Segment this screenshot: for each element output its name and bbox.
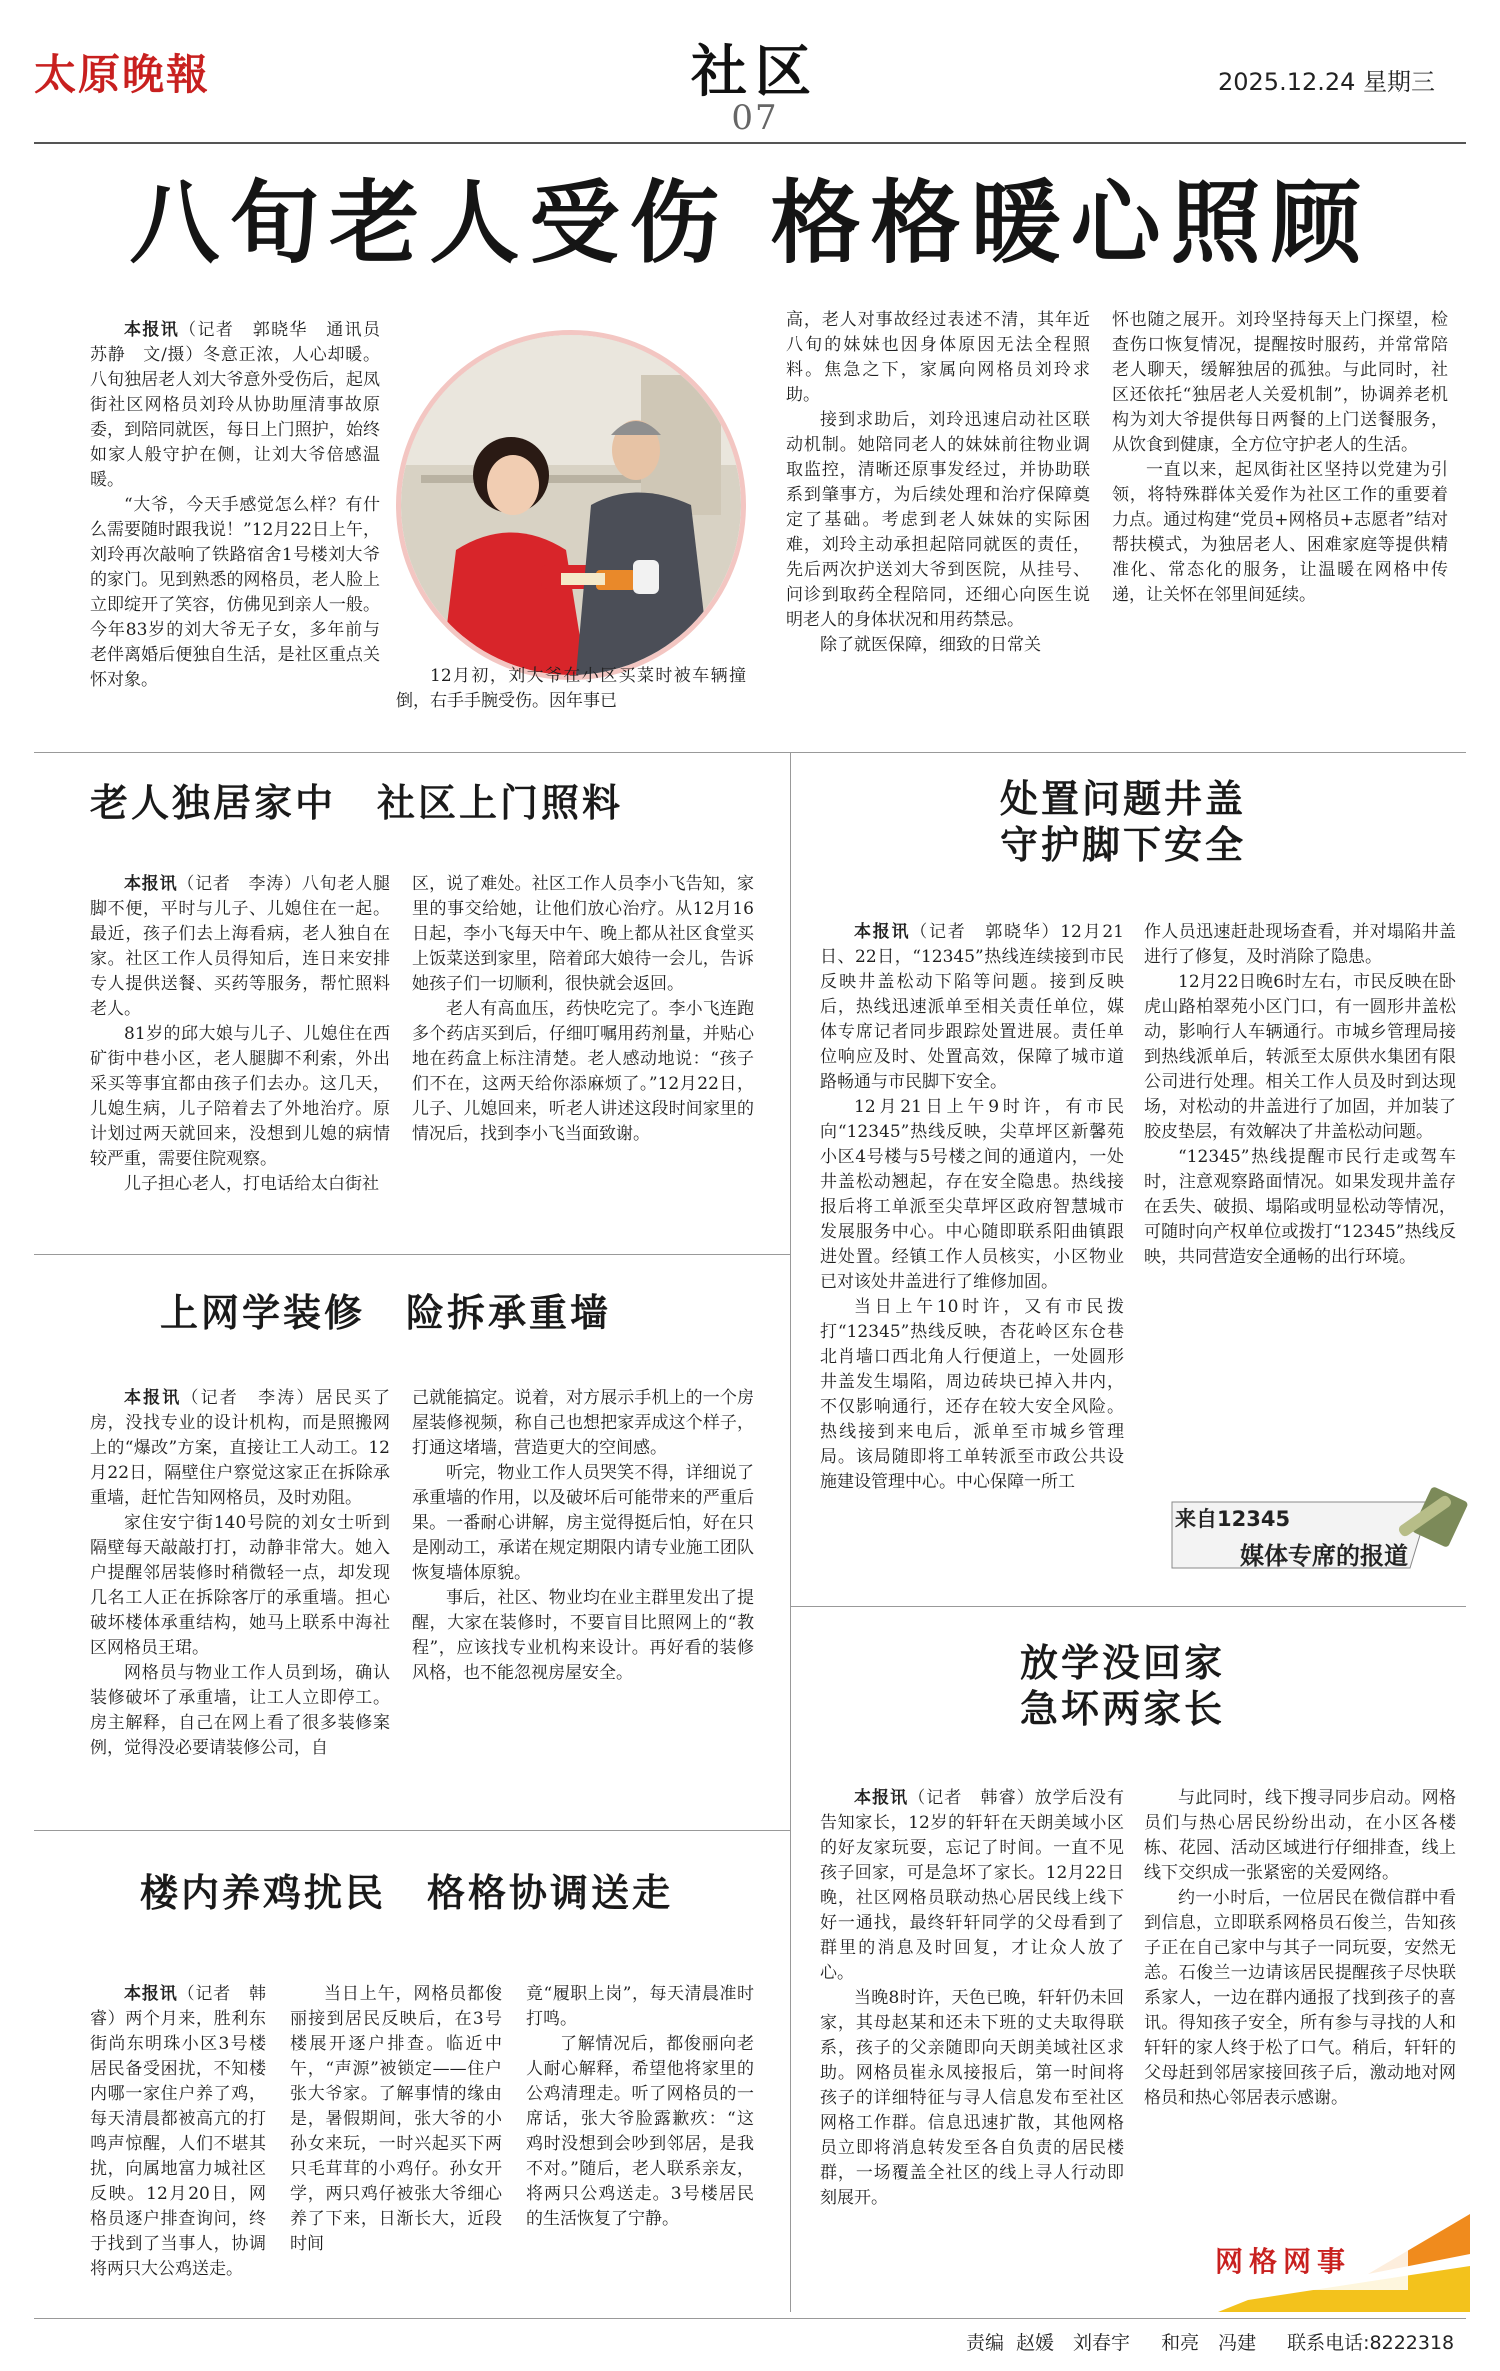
paragraph [90,493,380,693]
paragraph [1144,1786,1456,1886]
paragraph [412,1586,754,1686]
paragraph-text: 与此同时，线下搜寻同步启动。网格员们与热心居民纷纷出动，在小区各楼栋、花园、活动区域进行仔细排查，线上线下交织成一张紧密的关爱网络。 [1144,1788,1456,1883]
main-col-1 [90,318,398,693]
paragraph [1144,920,1456,970]
paragraph-text: 网格员与物业工作人员到场，确认装修破坏了承重墙，让工人立即停工。房主解释，自己在网上看了很多装修案例，觉得没必要请装修公司，自 [90,1663,390,1758]
section-tag: 网格网事 [1215,2245,1352,2278]
paragraph [1144,1886,1456,2111]
newspaper-logo: 太原晚報 [34,50,211,99]
paragraph-text: （记者 郭晓华）12月21日、22日，“12345”热线连续接到市民反映井盖松动下陷等问题。接到反映后，热线迅速派单至相关责任单位，媒体专席记者同步跟踪处置进展。责任单位响应及时、处置高效，保障了城市道路畅通与市民脚下安全。 [820,922,1125,1092]
footer-rule [34,2318,1466,2319]
paragraph-text: 当日上午10时许，又有市民拨打“12345”热线反映，杏花岭区东仓巷北肖墙口西北角人行便道上，一处圆形井盖发生塌陷，周边砖块已掉入井内，不仅影响通行，还存在较大安全风险。热线接到来电后，派单至市城乡管理局。该局随即将工单转派至市政公共设施建设管理中心。中心保障一所工 [820,1297,1124,1492]
paragraph [786,308,1090,408]
section-headline: 上网学装修 险拆承重墙 [160,1291,612,1335]
paragraph [820,1786,1124,1986]
page-number: 07 [731,98,779,138]
section-title: 社区 [691,39,819,105]
s3-col-1 [90,1386,390,1761]
paragraph-text: 老人有高血压，药快吃完了。李小飞连跑多个药店买到后，仔细叮嘱用药剂量，并贴心地在药盒上标注清楚。老人感动地说：“孩子们不在，这两天给你添麻烦了。”12月22日，儿子、儿媳回来，听老人讲述这段时间家里的情况后，找到李小飞当面致谢。 [412,999,754,1144]
s5-col-1 [820,920,1124,1495]
paragraph-text: 12月22日晚6时左右，市民反映在卧虎山路柏翠苑小区门口，有一圆形井盖松动，影响行人车辆通行。市城乡管理局接到热线派单后，转派至太原供水集团有限公司进行处理。相关工作人员及时到达现场，对松动的井盖进行了加固，并加装了胶皮垫层，有效解决了井盖松动问题。 [1144,972,1456,1142]
dateline-tag: 本报讯 [124,1984,178,2004]
paragraph-text: 作人员迅速赶赴现场查看，并对塌陷井盖进行了修复，及时消除了隐患。 [1144,922,1456,967]
paragraph-text: 区，说了难处。社区工作人员李小飞告知，家里的事交给她，让他们放心治疗。从12月16日起，李小飞每天中午、晚上都从社区食堂买上饭菜送到家里，陪着邱大娘待一会儿，告诉她孩子们一切顺利，很快就会返回。 [412,874,754,994]
dateline-tag: 本报讯 [124,320,180,340]
s2-col-1 [90,872,390,1197]
paragraph-text: 了解情况后，都俊丽向老人耐心解释，希望他将家里的公鸡清理走。听了网格员的一席话，张大爷脸露歉疚：“这鸡时没想到会吵到邻居，是我不对。”随后，老人联系亲友，将两只公鸡送走。3号楼居民的生活恢复了宁静。 [526,2034,754,2229]
paragraph [412,1386,754,1461]
s2-col-2 [412,872,754,1147]
main-col-4 [1112,308,1448,608]
photo-caption: 12月初，刘大爷在小区买菜时被车辆撞倒，右手手腕受伤。因年事已 [396,666,746,711]
paragraph [820,1295,1124,1495]
paragraph [412,872,754,997]
paragraph [412,997,754,1147]
paragraph [90,1022,390,1172]
s4-col-2 [290,1982,502,2257]
paragraph [820,920,1124,1095]
issue-date: 2025.12.24 星期三 [1218,68,1436,96]
paragraph-text: 家住安宁街140号院的刘女士听到隔壁每天敲敲打打，动静非常大。她入户提醒邻居装修时稍微轻一点，却发现几名工人正在拆除客厅的承重墙。担心破坏楼体承重结构，她马上联系中海社区网格员王珺。 [90,1513,390,1658]
paragraph-text: “12345”热线提醒市民行走或驾车时，注意观察路面情况。如果发现井盖存在丢失、破损、塌陷或明显松动等情况，可随时向产权单位或拨打“12345”热线反映，共同营造安全通畅的出行环境。 [1144,1147,1456,1267]
paragraph-text: 高，老人对事故经过表述不清，其年近八旬的妹妹也因身体原因无法全程照料。焦急之下，家属向网格员刘玲求助。 [786,310,1090,405]
paragraph-text: 怀也随之展开。刘玲坚持每天上门探望，检查伤口恢复情况，提醒按时服药，并常常陪老人聊天，缓解独居的孤独。与此同时，社区还依托“独居老人关爱机制”，协调养老机构为刘大爷提供每日两餐的上门送餐服务，从饮食到健康，全方位守护老人的生活。 [1112,310,1448,455]
s4-col-1 [90,1982,266,2282]
s6-col-1 [820,1786,1124,2211]
paragraph [820,1986,1124,2211]
paragraph [90,318,398,493]
dateline-tag: 本报讯 [854,922,911,942]
paragraph [1144,970,1456,1145]
paragraph-text: 接到求助后，刘玲迅速启动社区联动机制。她陪同老人的妹妹前往物业调取监控，清晰还原事发经过，并协助联系到肇事方，为后续处理和治疗保障奠定了基础。考虑到老人妹妹的实际困难，刘玲主动承担起陪同就医的责任，先后两次护送刘大爷到医院，从挂号、问诊到取药全程陪同，还细心向医生说明老人的身体状况和用药禁忌。 [786,410,1090,630]
paragraph-text: （记者 韩睿）两个月来，胜利东街尚东明珠小区3号楼居民备受困扰，不知楼内哪一家住户养了鸡，每天清晨都被高亢的打鸣声惊醒，人们不堪其扰，向属地富力城社区反映。12月20日，网格员逐户排查询问，终于找到了当事人，协调将两只大公鸡送走。 [90,1984,267,2279]
paragraph-text: 当晚8时许，天色已晚，轩轩仍未回家，其母赵某和还未下班的丈夫取得联系，孩子的父亲随即向天朗美域社区求助。网格员崔永凤接报后，第一时间将孩子的详细特征与寻人信息发布至社区网格工作群。信息迅速扩散，其他网格员立即将消息转发至各自负责的居民楼群，一场覆盖全社区的线上寻人行动即刻展开。 [820,1988,1124,2208]
paragraph [90,1511,390,1661]
paragraph [90,1982,266,2282]
badge-label-2: 媒体专席的报道 [1240,1542,1408,1570]
dateline-tag: 本报讯 [124,874,178,894]
main-col-3 [786,308,1090,658]
paragraph-text: （记者 韩睿）放学后没有告知家长，12岁的轩轩在天朗美域小区的好友家玩耍，忘记了时间。一直不见孩子回家，可是急坏了家长。12月22日晚，社区网格员联动热心居民线上线下好一通找，最终轩轩同学的父母看到了群里的消息及时回复，才让众人放了心。 [820,1788,1125,1983]
main-headline: 八旬老人受伤 格格暖心照顾 [129,171,1371,276]
s5-col-2 [1144,920,1456,1270]
paragraph [90,1172,390,1197]
paragraph [90,1386,390,1511]
paragraph-text: （记者 李涛）居民买了房，没找专业的设计机构，而是照搬网上的“爆改”方案，直接让工人动工。12月22日，隔壁住户察觉这家正在拆除承重墙，赶忙告知网格员，及时劝阻。 [90,1388,391,1508]
paragraph-text: 约一小时后，一位居民在微信群中看到信息，立即联系网格员石俊兰，告知孩子正在自己家中与其子一同玩耍，安然无恙。石俊兰一边请该居民提醒孩子尽快联系家人，一边在群内通报了找到孩子的喜讯。得知孩子安全，所有参与寻找的人和轩轩的家人终于松了口气。稍后，轩轩的父母赶到邻居家接回孩子后，激动地对网格员和热心邻居表示感谢。 [1144,1888,1456,2108]
s3-col-2 [412,1386,754,1686]
paragraph-text: “大爷，今天手感觉怎么样？有什么需要随时跟我说！”12月22日上午，刘玲再次敲响了铁路宿舍1号楼刘大爷的家门。见到熟悉的网格员，老人脸上立即绽开了笑容，仿佛见到亲人一般。今年83岁的刘大爷无子女，多年前与老伴离婚后便独自生活，是社区重点关怀对象。 [90,495,380,690]
section-headline: 老人独居家中 社区上门照料 [90,781,624,825]
photo-illustration [401,335,741,675]
paragraph [90,872,390,1022]
paragraph [786,408,1090,633]
paragraph [412,1461,754,1586]
s6-col-2 [1144,1786,1456,2111]
paragraph-text: 听完，物业工作人员哭笑不得，详细说了承重墙的作用，以及破坏后可能带来的严重后果。一番耐心讲解，房主觉得挺后怕，好在只是刚动工，承诺在规定期限内请专业施工团队恢复墙体原貌。 [412,1463,754,1583]
paragraph-text: 除了就医保障，细致的日常关 [820,635,1041,655]
paragraph [90,1661,390,1761]
paragraph [1144,1145,1456,1270]
divider [34,1830,790,1831]
dateline-tag: 本报讯 [124,1388,182,1408]
dateline-tag: 本报讯 [854,1788,909,1808]
paragraph [786,633,1090,658]
paragraph-text: 儿子担心老人，打电话给太白街社 [124,1174,379,1194]
section-headline: 楼内养鸡扰民 格格协调送走 [140,1871,674,1915]
paragraph-text: （记者 李涛）八旬老人腿脚不便，平时与儿子、儿媳住在一起。最近，孩子们去上海看病，老人独自在家。社区工作人员得知后，连日来安排专人提供送餐、买药等服务，帮忙照料老人。 [90,874,391,1019]
section-headline: 放学没回家 急坏两家长 [1020,1641,1226,1731]
paragraph [1112,458,1448,608]
header-rule [34,142,1466,144]
divider [34,752,1466,753]
divider [790,752,791,2312]
paragraph-text: 己就能搞定。说着，对方展示手机上的一个房屋装修视频，称自己也想把家弄成这个样子，打通这堵墙，营造更大的空间感。 [412,1388,754,1458]
paragraph-text: 81岁的邱大娘与儿子、儿媳住在西矿街中巷小区，老人腿脚不利索，外出采买等事宜都由孩子们去办。这几天，儿媳生病，儿子陪着去了外地治疗。原计划过两天就回来，没想到儿媳的病情较严重，需要住院观察。 [90,1024,390,1169]
paragraph-text: 一直以来，起凤街社区坚持以党建为引领，将特殊群体关爱作为社区工作的重要着力点。通过构建“党员+网格员+志愿者”结对帮扶模式，为独居老人、困难家庭等提供精准化、常态化的服务，让温暖在网格中传递，让关怀在邻里间延续。 [1112,460,1448,605]
paragraph-text: 当日上午，网格员都俊丽接到居民反映后，在3号楼展开逐户排查。临近中午，“声源”被锁定——住户张大爷家。了解事情的缘由是，暑假期间，张大爷的小孙女来玩，一时兴起买下两只毛茸茸的小鸡仔。孙女开学，两只鸡仔被张大爷细心养了下来，日渐长大，近段时间 [290,1984,502,2254]
divider [790,1606,1466,1607]
paragraph-text: 竟“履职上岗”，每天清晨准时打鸣。 [526,1984,754,2029]
main-photo [396,330,746,680]
paragraph [526,2032,754,2232]
paragraph [526,1982,754,2032]
editor-credits: 责编 赵媛 刘春宇 和亮 冯建 联系电话:8222318 [966,2332,1455,2354]
paragraph-text: 12月21日上午9时许，有市民向“12345”热线反映，尖草坪区新馨苑小区4号楼与5号楼之间的通道内，一处井盖松动翘起，存在安全隐患。热线接报后将工单派至尖草坪区政府智慧城市发展服务中心。中心随即联系阳曲镇跟进处置。经镇工作人员核实，小区物业已对该处井盖进行了维修加固。 [820,1097,1124,1292]
divider [34,1254,790,1255]
paragraph-text: 事后，社区、物业均在业主群里发出了提醒，大家在装修时，不要盲目比照网上的“教程”，应该找专业机构来设计。再好看的装修风格，也不能忽视房屋安全。 [412,1588,754,1683]
paragraph [820,1095,1124,1295]
s4-col-3 [526,1982,754,2232]
badge-label-1: 来自12345 [1175,1507,1291,1531]
paragraph [290,1982,502,2257]
paragraph [1112,308,1448,458]
paragraph-text: （记者 郭晓华 通讯员 苏静 文/摄）冬意正浓，人心却暖。八旬独居老人刘大爷意外受伤后，起凤街社区网格员刘玲从协助厘清事故原委，到陪同就医，每日上门照护，始终如家人般守护在侧，让刘大爷倍感温暖。 [90,320,398,490]
section-headline: 处置问题井盖 守护脚下安全 [1000,777,1247,867]
